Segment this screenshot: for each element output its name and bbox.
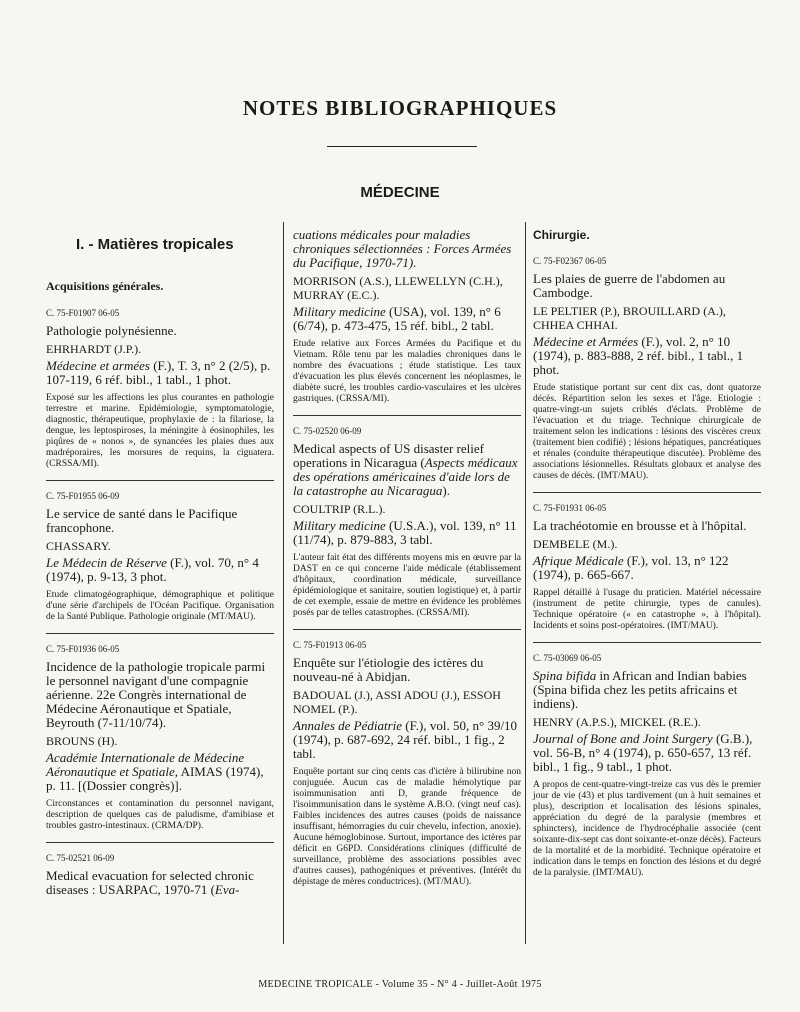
bibliography-entry [293, 228, 521, 405]
entry-source [533, 335, 761, 377]
entry-ref: C. 75-F01936 06-05 [46, 644, 120, 654]
bibliography-entry [533, 256, 761, 482]
entry-title [46, 869, 274, 897]
entry-author: MORRISON (A.S.), LLEWELLYN (C.H.), MURRAY (E.C.). [293, 274, 503, 302]
source-details: (F.), vol. 70, n° 4 (1974), p. 9-13, 3 phot. [46, 555, 259, 584]
entry-title: Medical aspects of US disaster relief operations in Nicaragua (Aspects médicaux des opérations américaines d'aide lors de la catastrophe au Nicaragua). [293, 441, 518, 498]
source-journal: Journal of Bone and Joint Surgery [533, 731, 713, 746]
chapter-title: I. - Matières tropicales [76, 236, 234, 253]
entry-abstract: Exposé sur les affections les plus courantes en pathologie terrestre et marine. Epidémiologie, symptomatologie, diagnostic, thérapeutique, prophylaxie de : la filariose, la dengue, les leptospiroses, la méningite à éosinophiles, les piqûres de « nonos », de synancées les plaies dues aux madréporaires, les morsures de requins, la ciguatera. (CRSSA/MI). [46, 393, 274, 469]
source-journal: Military medicine [293, 304, 386, 319]
source-details: (USA), vol. 139, n° 6 (6/74), p. 473-475, 15 réf. bibl., 2 tabl. [293, 304, 501, 333]
entry-abstract: L'auteur fait état des différents moyens mis en œuvre par la DAST en ce qui concerne l'aide médicale (établissement d'hôpitaux, coordination médicale, surveillance épidémiologique et sanitaire, soutien logistique) et, à partir de cet exemple, essaie de mettre en évidence les problèmes posés par de telles catastrophes. (CRSSA/MI). [293, 553, 521, 618]
entry-divider [46, 480, 274, 481]
page-footer: MEDECINE TROPICALE - Volume 35 - N° 4 - Juillet-Août 1975 [258, 979, 542, 990]
entry-ref: C. 75-F02367 06-05 [533, 256, 607, 266]
section-title: MÉDECINE [360, 184, 440, 201]
entry-title [293, 228, 521, 270]
entry-source [46, 556, 274, 584]
entry-author: EHRHARDT (J.P.). [46, 342, 142, 356]
source-details: (U.S.A.), vol. 139, n° 11 (11/74), p. 879-883, 3 tabl. [293, 518, 517, 547]
entry-abstract: Etude statistique portant sur cent dix cas, dont quatorze décès. Répartition selon les sexes et l'âge. Etiologie : quatre-vingt-un sujets criblés d'éclats. Problème de l'évacuation et du triage. Technique chirurgicale de traitement selon les indications : lésions des viscères creux (traitement bien codifié) ; lésions hépatiques, pancréatiques et rénales (conduite thérapeutique discutée). Problème des associations lésionnelles. Résultats globaux et analyse des causes de décès. (IMT/MAU). [533, 383, 761, 481]
entry-title: Le service de santé dans le Pacifique francophone. [46, 506, 238, 535]
entry-title-italic: Spina bifida [533, 668, 597, 683]
source-journal: Military medicine [293, 518, 386, 533]
source-details: (F.), vol. 13, n° 122 (1974), p. 665-667. [533, 553, 729, 582]
bibliography-entry [46, 853, 274, 897]
source-details: , AIMAS (1974), p. 11. [(Dossier congrès)]. [46, 764, 264, 793]
source-details: (F.), vol. 2, n° 10 (1974), p. 883-888, 2 réf. bibl., 1 tabl., 1 phot. [533, 334, 744, 377]
entry-title-main: Medical evacuation for selected chronic diseases : USARPAC, 1970-71 ( [46, 868, 254, 897]
bibliography-entry [46, 308, 274, 470]
entry-divider [46, 842, 274, 843]
source-journal: Académie Internationale de Médecine Aéronautique et Spatiale [46, 750, 245, 779]
entry-divider [46, 633, 274, 634]
column-1 [46, 228, 274, 907]
entry-ref: C. 75-03069 06-05 [533, 653, 602, 663]
entry-title-italic: cuations médicales pour maladies chroniques sélectionnées : Forces Armées du Pacifique, 1970-71). [293, 227, 512, 270]
entry-abstract: Enquête portant sur cinq cents cas d'ictère à bilirubine non conjuguée. Aucun cas de maladie hémolytique par isoimmunisation anti D, grande fréquence de l'isoimmunisation dans le système A.B.O. (vingt neuf cas). Faibles incidences des autres causes (poids de naissance insuffisant, hémorragies du cuir chevelu, infection, anoxie). Aucune hémoglobinose. Surtout, importance des ictères par déficit en G6PD. Considérations cliniques (difficulté de surveillance, problème des associations possibles avec d'autres causes), pathogéniques et préventives. (Intérêt du dépistage de mères conductrices). (MT/MAU). [293, 767, 521, 887]
page-title: NOTES BIBLIOGRAPHIQUES [242, 96, 558, 120]
entry-title-main: Medical aspects of US disaster relief operations in Nicaragua ( [293, 441, 484, 470]
subheading: Chirurgie. [533, 228, 590, 242]
entry-source [293, 305, 521, 333]
column-divider [283, 222, 284, 944]
entry-abstract: Rappel détaillé à l'usage du praticien. Matériel nécessaire (instrument de petite chirurgie, types de canules). Technique opératoire (« en catastrophe », à l'hôpital). Incidents et soins post-opératoires. (IMT/MAU). [533, 588, 761, 631]
entry-ref: C. 75-F01907 06-05 [46, 308, 120, 318]
source-journal: Annales de Pédiatrie [293, 718, 403, 733]
entry-title-main: in African and Indian babies (Spina bifida chez les petits africains et indiens). [533, 668, 747, 711]
subheading: Acquisitions générales. [46, 279, 164, 293]
source-journal: Médecine et armées [46, 358, 150, 373]
entry-abstract: Etude climatogéographique, démographique et politique d'une série d'archipels de l'Océan Pacifique. Organisation de la Santé Publique. Pathologie originale (MT/MAU). [46, 590, 274, 622]
column-2 [293, 228, 521, 898]
entry-divider [533, 642, 761, 643]
source-details: (F.), vol. 50, n° 39/10 (1974), p. 687-692, 24 réf. bibl., 1 fig., 2 tabl. [293, 718, 518, 761]
entry-ref: C. 75-02521 06-09 [46, 853, 115, 863]
entry-title: Pathologie polynésienne. [46, 323, 177, 338]
entry-author: BROUNS (H). [46, 734, 118, 748]
title-rule [327, 146, 477, 147]
entry-author: HENRY (A.P.S.), MICKEL (R.E.). [533, 715, 701, 729]
entry-author: DEMBELE (M.). [533, 537, 618, 551]
entry-title: Les plaies de guerre de l'abdomen au Cambodge. [533, 271, 726, 300]
entry-ref: C. 75-F01955 06-09 [46, 491, 120, 501]
bibliography-entry [46, 491, 274, 623]
bibliography-entry [46, 644, 274, 832]
entry-title: Enquête sur l'étiologie des ictères du nouveau-né à Abidjan. [293, 655, 484, 684]
entry-author: BADOUAL (J.), ASSI ADOU (J.), ESSOH NOMEL (P.). [293, 688, 501, 716]
source-details: (G.B.), vol. 56-B, n° 4 (1974), p. 650-657, 13 réf. bibl., 1 fig., 9 tabl., 1 phot. [533, 731, 753, 774]
source-journal: Médecine et Armées [533, 334, 639, 349]
column-3 [533, 228, 761, 889]
entry-source [46, 359, 274, 387]
bibliography-entry [293, 426, 521, 619]
source-journal: Le Médecin de Réserve [46, 555, 167, 570]
entry-source [293, 519, 521, 547]
entry-divider [293, 415, 521, 416]
entry-author: COULTRIP (R.L.). [293, 502, 386, 516]
entry-abstract: Etude relative aux Forces Armées du Pacifique et du Vietnam. Rôle tenu par les maladies chroniques dans le nombre des évacuations ; étude statistique. Les taux d'évacuation les plus élevés concernent les néoplasmes, le diabète sucré, les troubles cardio-vasculaires et les ulcères gastriques. (CRSSA/MI). [293, 339, 521, 404]
entry-title: La trachéotomie en brousse et à l'hôpital. [533, 518, 747, 533]
entry-ref: C. 75-F01931 06-05 [533, 503, 607, 513]
bibliography-entry [293, 640, 521, 888]
entry-divider [293, 629, 521, 630]
bibliography-entry [533, 653, 761, 879]
entry-source [533, 732, 761, 774]
entry-title-italic: Eva- [214, 882, 240, 897]
entry-source [293, 719, 521, 761]
bibliography-entry [533, 503, 761, 632]
entry-author: LE PELTIER (P.), BROUILLARD (A.), CHHEA CHHAI. [533, 304, 726, 332]
entry-ref: C. 75-F01913 06-05 [293, 640, 367, 650]
entry-divider [533, 492, 761, 493]
entry-source [533, 554, 761, 582]
source-details: (F.), T. 3, n° 2 (2/5), p. 107-119, 6 réf. bibl., 1 tabl., 1 phot. [46, 358, 271, 387]
entry-abstract: A propos de cent-quatre-vingt-treize cas vus dès le premier jour de vie (43) et plus tardivement (un à huit semaines et plus), description et localisation des lésions spinales, appréciation du degré de la paralysie (membres et sphincters), incidence de l'hydrocéphalie associée (cent soixante-dix-sept cas dont soixante-et-onze décès). Facteurs de la mortalité et de la morbidité. Technique opératoire et indication dans le temps en fonction des lésions et du degré de la paralysie. (IMT/MAU). [533, 780, 761, 878]
entry-author: CHASSARY. [46, 539, 111, 553]
column-divider [525, 222, 526, 944]
entry-title-italic: Aspects médicaux des opérations américaines d'aide lors de la catastrophe au Nicaragua [293, 455, 518, 498]
entry-title [533, 669, 761, 711]
entry-title: Incidence de la pathologie tropicale parmi le personnel navigant d'une compagnie aérienne. 22e Congrès international de Médecine Aéronautique et Spatiale, Beyrouth (7-11/10/74). [46, 659, 266, 730]
entry-source [46, 751, 274, 793]
source-journal: Afrique Médicale [533, 553, 624, 568]
entry-abstract: Circonstances et contamination du personnel navigant, description de quelques cas de paludisme, d'amibiase et troubles gastro-intestinaux. (CRMA/DP). [46, 799, 274, 831]
entry-ref: C. 75-02520 06-09 [293, 426, 362, 436]
